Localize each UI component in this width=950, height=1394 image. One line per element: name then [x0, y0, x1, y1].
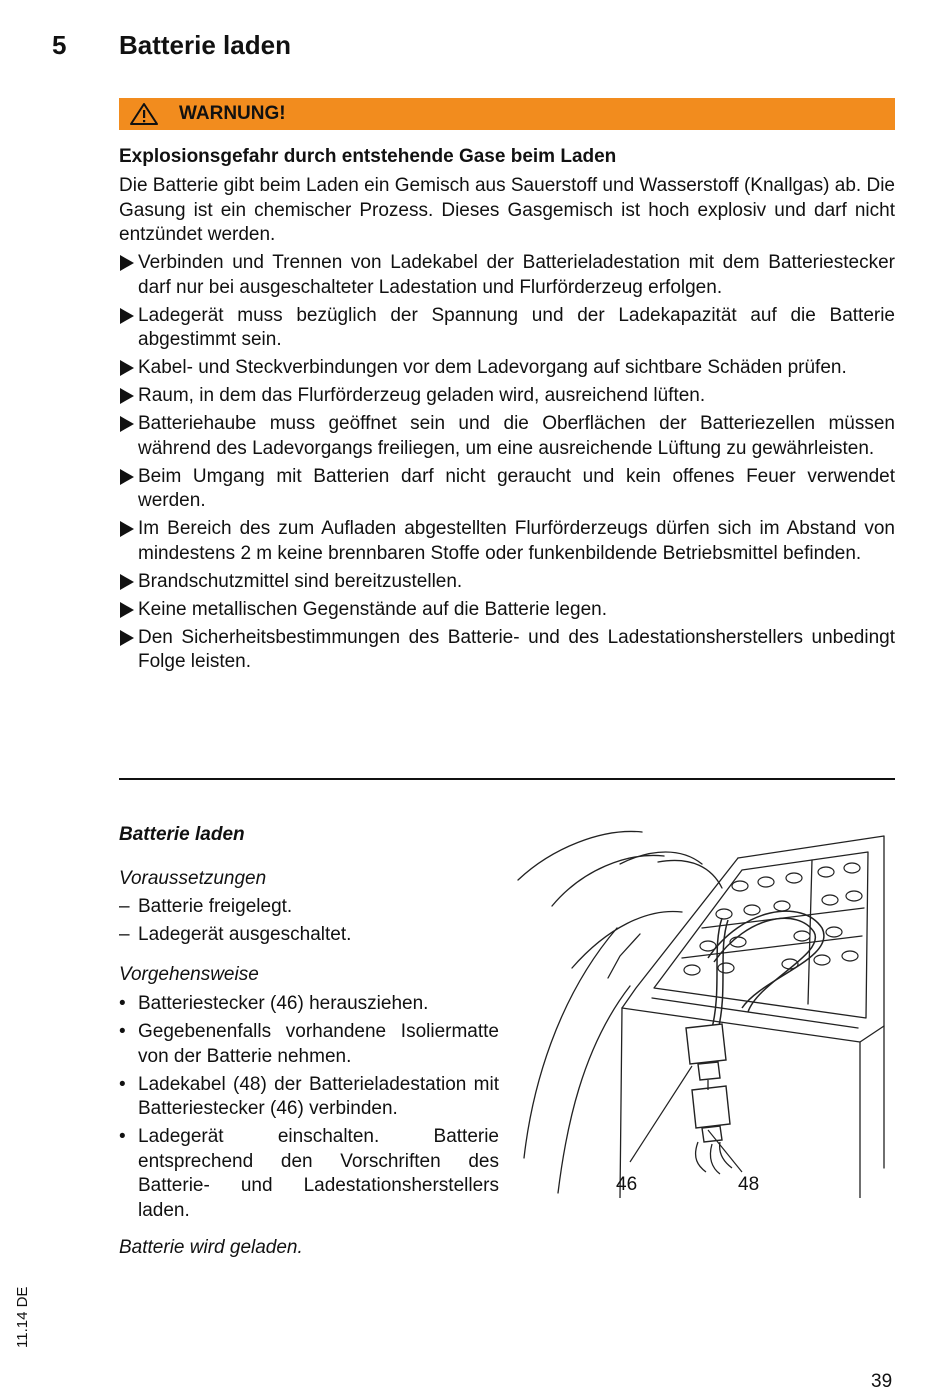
bullet-arrow-icon — [120, 630, 134, 646]
callout-48: 48 — [738, 1174, 760, 1195]
page-number: 39 — [871, 1371, 893, 1392]
instruction-text: Brandschutzmittel sind bereitzustellen. — [138, 570, 463, 592]
prerequisite-text: Batterie freigelegt. — [138, 896, 293, 917]
section-title: Batterie laden — [119, 824, 245, 845]
warning-label: WARNUNG! — [179, 103, 286, 124]
step-text: Ladegerät einschalten. Batterie entsprechend den Vorschriften des Batterie- und Ladestationsherstellers laden. — [138, 1126, 499, 1221]
bullet-arrow-icon — [120, 360, 134, 376]
list-item — [119, 465, 895, 514]
prerequisites-list — [119, 895, 499, 951]
chapter-number: 5 — [52, 30, 67, 60]
warning-banner — [119, 98, 895, 130]
list-item — [119, 356, 895, 381]
step-text: Ladekabel (48) der Batterieladestation mit Batteriestecker (46) verbinden. — [138, 1073, 499, 1119]
instruction-text: Im Bereich des zum Aufladen abgestellten Flurförderzeugs dürfen sich im Abstand von mindestens 2 m keine brennbaren Stoffe oder funkenbildende Betriebsmittel befinden. — [138, 518, 895, 564]
bullet-dot: • — [119, 993, 126, 1014]
date-code: 11.14 DE — [14, 1286, 31, 1348]
list-item — [119, 384, 895, 409]
step-text: Batteriestecker (46) herausziehen. — [138, 993, 429, 1014]
list-item — [119, 517, 895, 566]
step-text: Gegebenenfalls vorhandene Isoliermatte von der Batterie nehmen. — [138, 1021, 499, 1067]
warning-triangle-icon — [129, 102, 159, 126]
bullet-arrow-icon — [120, 416, 134, 432]
hazard-title: Explosionsgefahr durch entstehende Gase beim Laden — [119, 146, 617, 167]
list-item — [119, 598, 895, 623]
hazard-description: Die Batterie gibt beim Laden ein Gemisch aus Sauerstoff und Wasserstoff (Knallgas) ab. Die Gasung ist ein chemischer Prozess. Dieses Gasgemisch ist hoch explosiv und darf nicht entzündet werden. — [119, 175, 895, 245]
instruction-text: Beim Umgang mit Batterien darf nicht geraucht und kein offenes Feuer verwendet werden. — [138, 465, 895, 511]
safety-instructions — [119, 251, 895, 678]
prerequisite-text: Ladegerät ausgeschaltet. — [138, 924, 352, 945]
chapter-title: Batterie laden — [119, 30, 291, 60]
prerequisites-heading: Voraussetzungen — [119, 868, 267, 889]
section-divider — [119, 778, 895, 780]
battery-charging-illustration — [512, 828, 898, 1198]
bullet-arrow-icon — [120, 574, 134, 590]
bullet-dot: • — [119, 1021, 126, 1042]
list-item — [119, 1020, 499, 1069]
list-item — [119, 923, 499, 948]
list-item — [119, 251, 895, 300]
dash-marker: – — [119, 924, 130, 945]
list-item — [119, 1073, 499, 1122]
list-item — [119, 304, 895, 353]
list-item — [119, 626, 895, 675]
bullet-arrow-icon — [120, 469, 134, 485]
dash-marker: – — [119, 896, 130, 917]
bullet-arrow-icon — [120, 602, 134, 618]
bullet-arrow-icon — [120, 255, 134, 271]
bullet-arrow-icon — [120, 308, 134, 324]
procedure-heading: Vorgehensweise — [119, 964, 259, 985]
bullet-dot: • — [119, 1126, 126, 1147]
list-item — [119, 412, 895, 461]
list-item — [119, 895, 499, 920]
instruction-text: Ladegerät muss bezüglich der Spannung und der Ladekapazität auf die Batterie abgestimmt sein. — [138, 304, 895, 350]
instruction-text: Kabel- und Steckverbindungen vor dem Ladevorgang auf sichtbare Schäden prüfen. — [138, 357, 847, 378]
list-item — [119, 992, 499, 1017]
instruction-text: Raum, in dem das Flurförderzeug geladen wird, ausreichend lüften. — [138, 385, 706, 406]
bullet-arrow-icon — [120, 521, 134, 537]
bullet-dot: • — [119, 1073, 126, 1095]
callout-46: 46 — [616, 1174, 638, 1195]
list-item — [119, 570, 895, 595]
list-item — [119, 1125, 499, 1223]
instruction-text: Verbinden und Trennen von Ladekabel der Batterieladestation mit dem Batteriestecker darf nur bei ausgeschalteter Ladestation und Flurförderzeug erfolgen. — [138, 252, 895, 298]
instruction-text: Keine metallischen Gegenstände auf die Batterie legen. — [138, 598, 607, 620]
instruction-text: Den Sicherheitsbestimmungen des Batterie- und des Ladestationsherstellers unbedingt Folge leisten. — [138, 626, 895, 672]
result-text: Batterie wird geladen. — [119, 1237, 303, 1258]
bullet-arrow-icon — [120, 388, 134, 404]
instruction-text: Batteriehaube muss geöffnet sein und die Oberflächen der Batteriezellen müssen während des Ladevorgangs freiliegen, um eine ausreichende Lüftung zu gewährleisten. — [138, 413, 895, 459]
procedure-steps — [119, 992, 499, 1227]
